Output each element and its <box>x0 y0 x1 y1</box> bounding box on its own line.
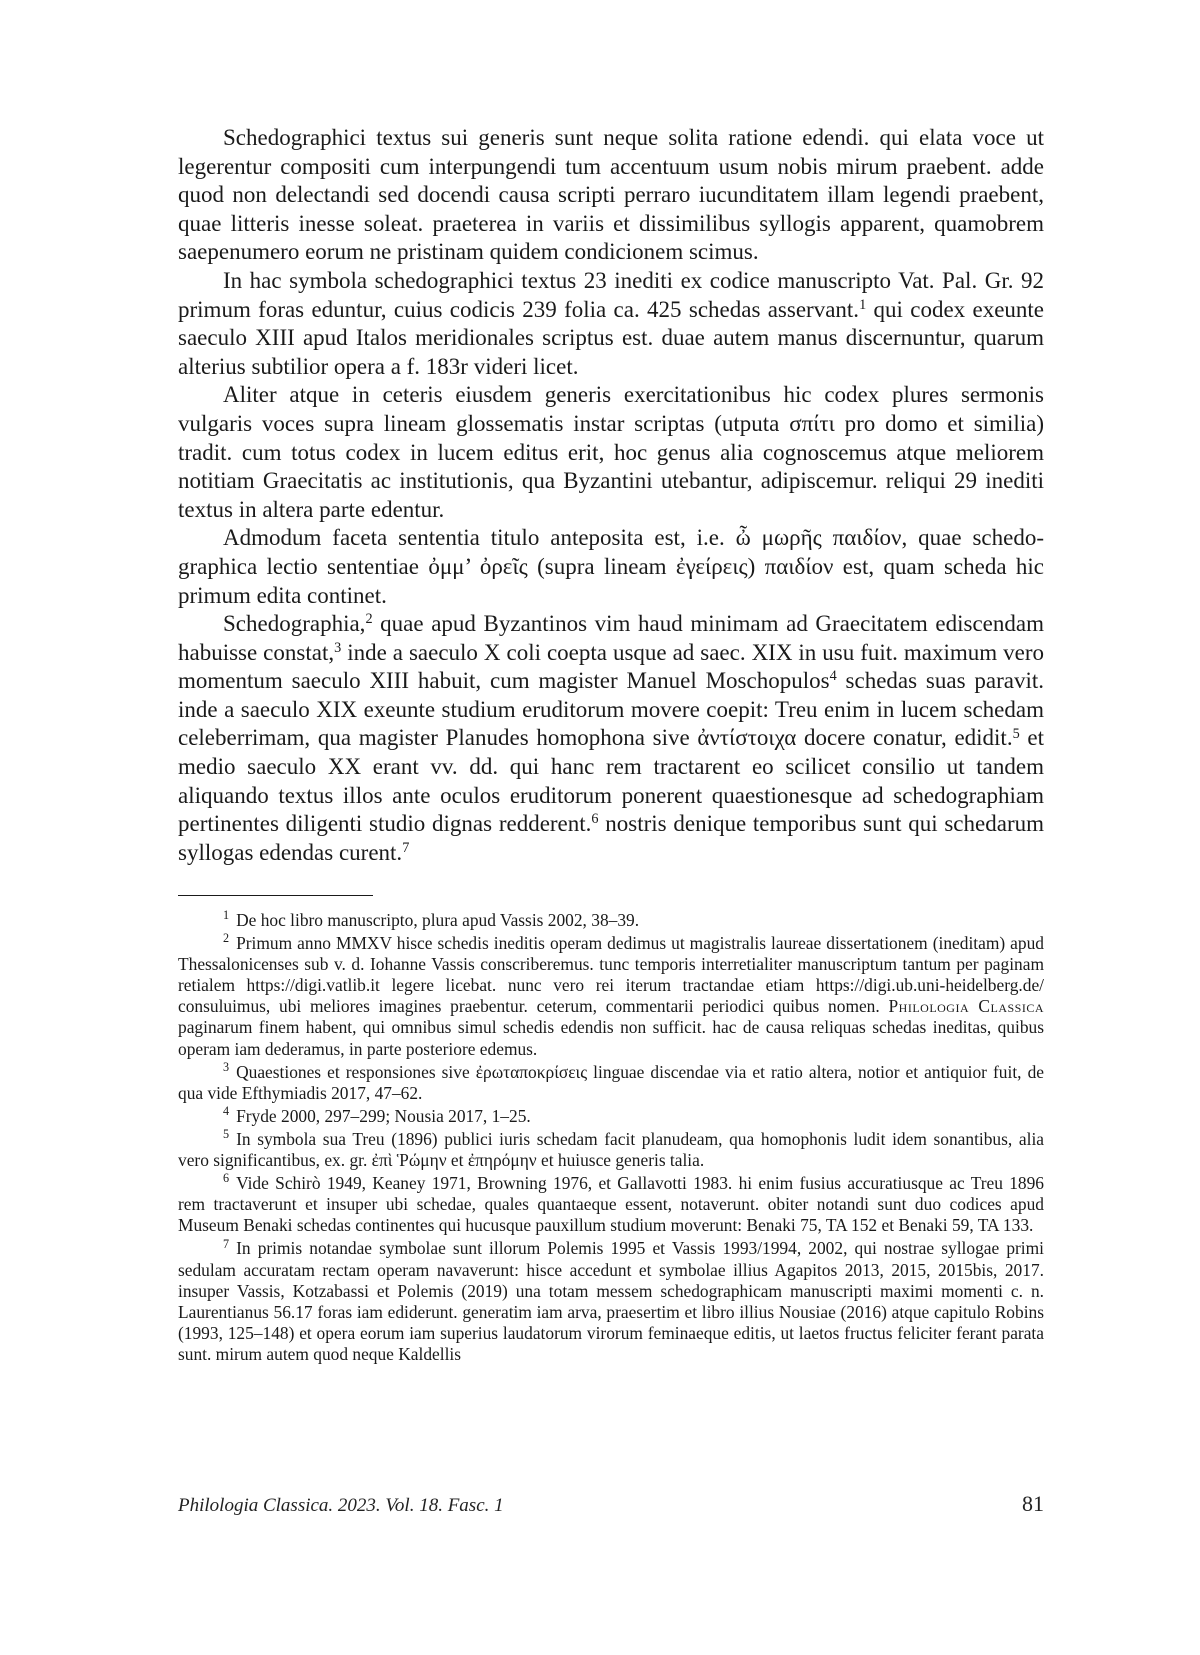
footnote-4-text: Fryde 2000, 297–299; Nousia 2017, 1–25. <box>236 1105 531 1126</box>
paragraph-5-text-d: schedas suas paravit. inde a saeculo XIX exeunte studium eruditorum movere coepit: Treu enim in lucem schedam celeberrimam, qua magister Planudes homophona sive ἀντίστοιχα docere conatur, edidit. <box>178 668 1044 751</box>
page-number: 81 <box>1022 1491 1044 1516</box>
footnote-4-number: 4 <box>223 1104 230 1119</box>
footnotes <box>178 910 1044 1367</box>
main-text <box>178 124 1044 867</box>
paragraph-4-text: Admodum faceta sententia titulo anteposita est, i.e. ὦ μωρῆς παιδίον, quae schedographica lectio sententiae ὀμμ’ ὀρεῖς (supra lineam ἐγείρεις) παιδίον est, quam scheda hic primum edita continet. <box>178 525 1044 608</box>
paragraph-5-text-a: Schedographia, <box>223 611 366 637</box>
footnote-2-journal-name: Philologia Classica <box>888 996 1044 1017</box>
paragraph-5-text-f: nostris denique temporibus sunt qui schedarum syllogas edendas curent. <box>178 811 1044 865</box>
footnote-4 <box>178 1106 1044 1127</box>
footnote-ref-3[interactable]: 3 <box>334 639 342 656</box>
footnote-7 <box>178 1238 1044 1365</box>
footnote-6-text: Vide Schirò 1949, Keaney 1971, Browning 1976, et Gallavotti 1983. hi enim fusius accuratiusque ac Treu 1896 rem tractaverunt et insuper ubi schedae, quales quantaeque essent, notaverunt. obiter notandi sunt duo codices apud Museum Benaki schedas continentes qui hucusque pauxillum studium moverunt: Benaki 75, TA 152 et Benaki 59, TA 133. <box>178 1173 1044 1236</box>
footnote-1-number: 1 <box>223 908 230 923</box>
paragraph-1 <box>178 124 1044 267</box>
paragraph-3 <box>178 381 1044 524</box>
footnote-5 <box>178 1129 1044 1171</box>
footnote-6-number: 6 <box>223 1171 230 1186</box>
footnote-5-text: In symbola sua Treu (1896) publici iuris schedam facit planudeam, qua homophonis ludit idem sonantibus, alia vero significantibus, ex. gr. ἐπὶ Ῥώμην et ἐπηρόμην et huiusce generis talia. <box>178 1128 1044 1171</box>
paragraph-5-text-e: et medio saeculo XX erant vv. dd. qui hanc rem tractarent eo scilicet consilio ut tandem aliquando textus illos ante oculos eruditorum ponerent quaestionesque ad schedographiam pertinentes diligenti studio dignas redderent. <box>178 725 1044 837</box>
paragraph-5 <box>178 610 1044 867</box>
footnote-1 <box>178 910 1044 931</box>
paragraph-1-text: Schedographici textus sui generis sunt neque solita ratione edendi. qui elata voce ut legerentur compositi cum interpungendi tum accentuum usum nobis mirum praebent. adde quod non delectandi sed docendi causa scripti perraro iucunditatem illam legendi praebent, quae litteris inesse soleat. praeterea in variis et dissimilibus syllogis apparent, quamobrem saepenumero eorum ne pristinam quidem condicionem scimus. <box>178 125 1044 265</box>
footnote-3-text: Quaestiones et responsiones sive ἐρωταποκρίσεις linguae discendae via et ratio altera, notior et antiquior fuit, de qua vide Efthymiadis 2017, 47–62. <box>178 1061 1044 1103</box>
paragraph-4 <box>178 524 1044 610</box>
footnote-7-text: In primis notandae symbolae sunt illorum Polemis 1995 et Vassis 1993/1994, 2002, qui nostrae syllogae primi sedulam accuratam rectam operam navaverunt: hisce accedunt et symbolae illius Agapitos 2013, 2015, 2015bis, 2017. insuper Vassis, Kotzabassi et Polemis (2019) una totam messem schedographicam manuscripti maximi momenti c. n. Laurentianus 56.17 foras iam ediderunt. generatim iam arva, praesertim et libro illius Nousiae (2016) atque capitulo Robins (1993, 125–148) et opera eorum iam superius laudatorum virorum feminaeque editis, ut laetos fructus feliciter ferant parata sunt. mirum autem quod neque Kaldellis <box>178 1238 1044 1364</box>
footnote-ref-5[interactable]: 5 <box>1012 725 1020 742</box>
paragraph-3-text: Aliter atque in ceteris eiusdem generis exercitationibus hic codex plures sermonis vulgaris voces supra lineam glossematis instar scriptas (utputa σπίτι pro domo et similia) tradit. cum totus codex in lucem editus erit, hoc genus alia cognoscemus atque meliorem notitiam Graecitatis ac institutionis, qua Byzantini utebantur, adipiscemur. reliqui 29 inediti textus in altera parte edentur. <box>178 382 1044 522</box>
footnote-3-number: 3 <box>223 1059 230 1074</box>
footnote-ref-7[interactable]: 7 <box>402 840 410 857</box>
paragraph-5-text-c: inde a saeculo X coli coepta usque ad saec. XIX in usu fuit. maximum vero momentum saeculo XIII habuit, cum magister Manuel Moschopulos <box>178 639 1044 694</box>
paragraph-2-text-a: In hac symbola schedographici textus 23 inediti ex codice manuscripto Vat. Pal. Gr. 92 primum foras eduntur, cuius codicis 239 folia ca. 425 schedas asservant. <box>178 267 1044 322</box>
paragraph-2-text-b: qui codex exeunte saeculo XIII apud Italos meridionales scriptus est. duae autem manus discernuntur, quarum alterius subtilior opera a f. 183r videri licet. <box>178 296 1044 379</box>
footnote-ref-1[interactable]: 1 <box>859 296 867 313</box>
footnote-6 <box>178 1173 1044 1236</box>
footnote-separator <box>178 895 373 896</box>
footnote-2-text-b: paginarum finem habent, qui omnibus simul schedis edendis non sufficit. hac de causa reliquas schedas ineditas, quibus operam iam dederamus, in parte posteriore edemus. <box>178 1017 1044 1059</box>
footnote-ref-6[interactable]: 6 <box>591 811 599 828</box>
footnote-5-number: 5 <box>223 1127 230 1142</box>
footnote-2-number: 2 <box>223 931 230 946</box>
footnote-ref-4[interactable]: 4 <box>829 668 837 685</box>
footnote-1-text: De hoc libro manuscripto, plura apud Vassis 2002, 38–39. <box>236 910 640 930</box>
journal-citation: Philologia Classica. 2023. Vol. 18. Fasc. 1 <box>178 1495 504 1516</box>
footnote-3 <box>178 1059 1044 1104</box>
footnote-ref-2[interactable]: 2 <box>365 611 373 628</box>
footnote-2 <box>178 933 1044 1060</box>
paragraph-5-text-b: quae apud Byzantinos vim haud minimam ad Graecitatem ediscendam habuisse constat, <box>178 611 1044 665</box>
footnote-7-number: 7 <box>223 1236 230 1251</box>
footnote-2-text-a: Primum anno MMXV hisce schedis ineditis operam dedimus ut magistralis laureae dissertationem (ineditam) apud Thessalonicenses sub v. d. Iohanne Vassis conscriberemus. tunc temporis interretialiter manuscriptum tantum per paginam retialem https://digi.vatlib.it legere licebat. nunc vero rei iterum tractandae etiam https://digi.ub.uni-heidelberg.de/ consuluimus, ubi meliores imagines praebentur. ceterum, commentarii periodici quibus nomen. <box>178 933 1044 1017</box>
paragraph-2 <box>178 267 1044 381</box>
